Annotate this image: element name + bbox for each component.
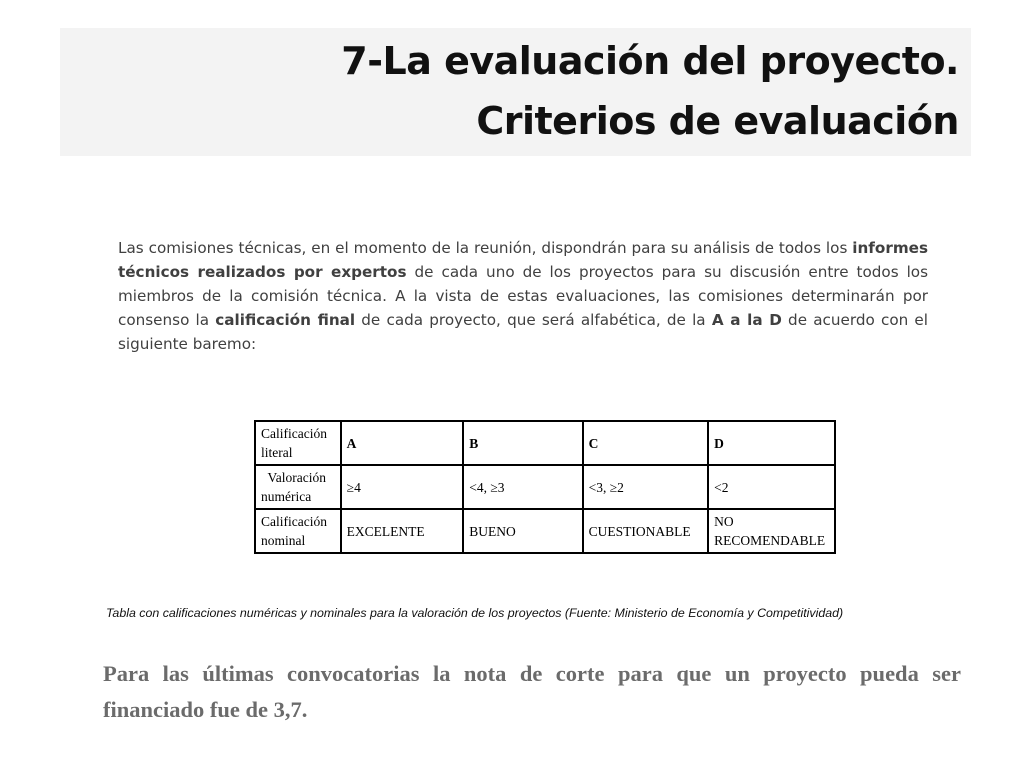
row-header-line-2: numérica [261,489,312,504]
paragraph-bold-1: informes técnicos realizados por expertos [118,239,928,281]
cell-line-1: NO [714,514,734,529]
table-cell: <4, ≥3 [463,465,582,509]
paragraph-text-4: de acuerdo con el siguiente baremo: [118,311,928,353]
paragraph-text-1: Las comisiones técnicas, en el momento de la reunión, dispondrán para su análisis de todos los [118,239,853,257]
table-cell: <2 [708,465,835,509]
table-cell: B [463,421,582,465]
cutoff-note: Para las últimas convocatorias la nota de corte para que un proyecto pueda ser financiado fue de 3,7. [103,661,961,722]
table-cell: A [341,421,464,465]
paragraph-bold-2: calificación final [215,311,356,329]
paragraph-bold-3: A a la D [711,311,782,329]
table-row [255,509,835,553]
table-cell: EXCELENTE [341,509,464,553]
table-row [255,465,835,509]
table-cell: <3, ≥2 [583,465,709,509]
slide-title-band [60,28,971,156]
table-cell: CUESTIONABLE [583,509,709,553]
row-header-line-2: literal [261,445,293,460]
paragraph-text-2: de cada uno de los proyectos para su discusión entre todos los miembros de la comisión técnica. A la vista de estas evaluaciones, las comisiones determinarán por consenso la [118,263,929,329]
paragraph-text-3: de cada proyecto, que será alfabética, de la [355,311,712,329]
row-header-line-1: Valoración [261,470,326,485]
rating-scale-table [254,420,836,554]
row-header-line-1: Calificación [261,514,327,529]
row-header-line-2: nominal [261,533,306,548]
table-cell: ≥4 [341,465,464,509]
table-cell [708,509,835,553]
row-header-line-1: Calificación [261,426,327,441]
intro-paragraph [118,236,928,356]
row-header-cell [255,509,341,553]
slide-title-line-1: 7-La evaluación del proyecto. [341,39,959,83]
row-header-cell [255,421,341,465]
table-cell: BUENO [463,509,582,553]
row-header-cell [255,465,341,509]
table-cell: C [583,421,709,465]
cell-line-2: RECOMENDABLE [714,533,826,548]
table-cell: D [708,421,835,465]
table-row [255,421,835,465]
table-caption: Tabla con calificaciones numéricas y nominales para la valoración de los proyectos (Fuente: Ministerio de Economía y Competitividad) [106,606,844,620]
slide-title-line-2: Criterios de evaluación [476,99,959,143]
